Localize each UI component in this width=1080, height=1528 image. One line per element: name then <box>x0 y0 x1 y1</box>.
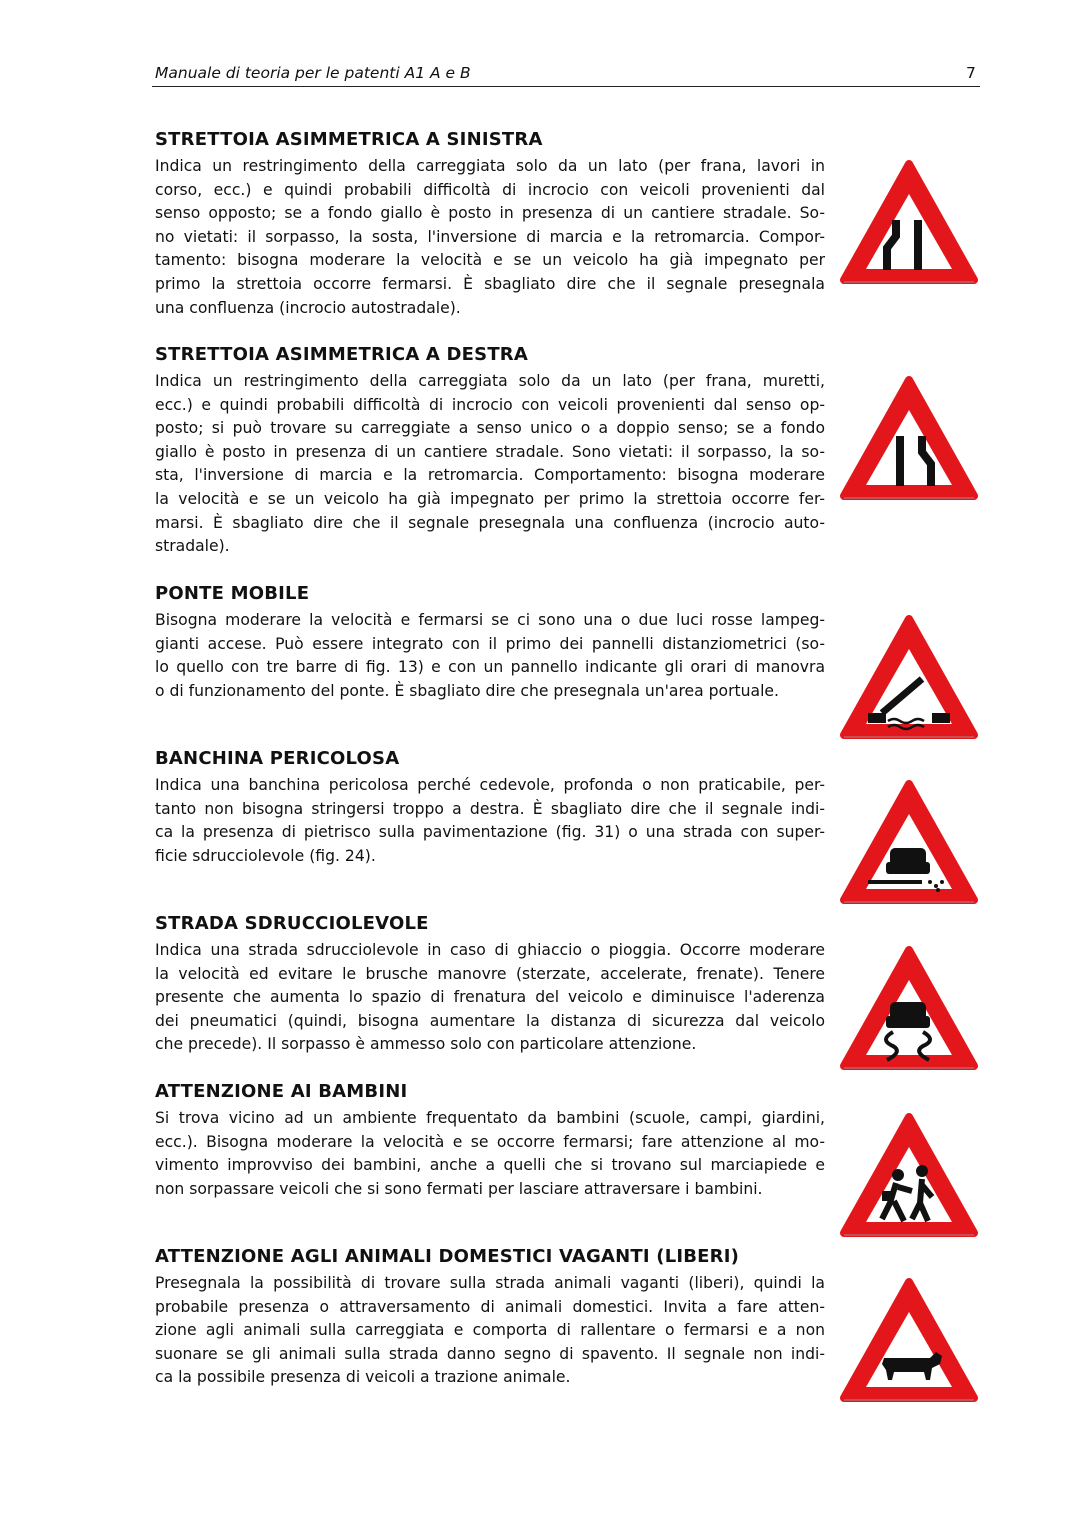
body-text-line: stradale). <box>155 537 230 556</box>
body-text-line: vimento improvviso dei bambini, anche a quelli che si trovano sul marciapiede e <box>155 1156 825 1175</box>
body-text-line: senso opposto; se a fondo giallo è posto in presenza di un cantiere stradale. So- <box>155 204 825 223</box>
section-title: ATTENZIONE AGLI ANIMALI DOMESTICI VAGANTI (LIBERI) <box>155 1246 740 1267</box>
body-text-line: suonare se gli animali sulla strada danno segno di spavento. Il segnale non indi- <box>155 1344 825 1363</box>
narrowing-right-sign-icon <box>838 374 980 504</box>
slippery-road-sign-icon <box>838 944 980 1074</box>
body-text-line: ca la possibile presenza di veicoli a trazione animale. <box>155 1368 571 1387</box>
domestic-animals-sign-icon <box>838 1276 980 1406</box>
section-2 <box>155 343 825 559</box>
body-text-line: marsi. È sbagliato dire che il segnale presegnala una confluenza (incrocio auto- <box>155 513 825 532</box>
body-text-line: Bisogna moderare la velocità e fermarsi se ci sono una o due luci rosse lampeg- <box>155 611 825 629</box>
body-text-line: o di funzionamento del ponte. È sbagliato dire che presegnala un'area portuale. <box>155 681 779 700</box>
body-text-line: sta, l'inversione di marcia e la retromarcia. Comportamento: bisogna moderare <box>155 466 825 485</box>
body-text-line: primo la strettoia occorre fermarsi. È sbagliato dire che il segnale presegnala <box>155 274 825 293</box>
section-title: STRETTOIA ASIMMETRICA A DESTRA <box>155 344 528 365</box>
section-1 <box>155 128 825 320</box>
dangerous-shoulder-sign-icon <box>838 778 980 908</box>
body-text-line: presente che aumenta lo spazio di frenatura del veicolo e diminuisce l'aderenza <box>155 988 825 1007</box>
body-text-line: Indica una strada sdrucciolevole in caso di ghiaccio o pioggia. Occorre moderare <box>155 941 825 959</box>
body-text-line: lo quello con tre barre di fig. 13) e con un pannello indicante gli orari di manovra <box>155 658 825 677</box>
section-5 <box>155 912 825 1057</box>
section-title: BANCHINA PERICOLOSA <box>155 748 400 769</box>
body-text-line: zione agli animali sulla carreggiata e comporta di rallentare o fermarsi e a non <box>155 1321 825 1340</box>
body-text-line: ecc.) e quindi probabili difficoltà di incrocio con veicoli provenienti dal senso op- <box>155 395 825 414</box>
body-text-line: dei pneumatici (quindi, bisogna aumentare la distanza di sicurezza dal veicolo <box>155 1011 825 1030</box>
section-7 <box>155 1245 825 1390</box>
movable-bridge-sign-icon <box>838 613 980 743</box>
header-rule <box>152 86 980 87</box>
body-text-line: gianti accese. Può essere integrato con il primo dei pannelli distanziometrici (so- <box>155 634 825 653</box>
body-text-line: la velocità ed evitare le brusche manovre (sterzate, accelerate, frenate). Tenere <box>155 964 825 983</box>
section-title: STRADA SDRUCCIOLEVOLE <box>155 913 429 934</box>
body-text-line: Si trova vicino ad un ambiente frequentato da bambini (scuole, campi, giardini, <box>155 1109 825 1127</box>
body-text-line: Indica un restringimento della carreggiata solo da un lato (per frana, muretti, <box>155 372 825 390</box>
body-text-line: tanto non bisogna stringersi troppo a destra. È sbagliato dire che il segnale indi- <box>155 799 825 818</box>
body-text-line: che precede). Il sorpasso è ammesso solo con particolare attenzione. <box>155 1035 697 1054</box>
body-text-line: posto; si può trovare su carreggiate a senso unico o a doppio senso; se a fondo <box>155 419 825 438</box>
section-3 <box>155 582 825 703</box>
body-text-line: una confluenza (incrocio autostradale). <box>155 298 461 317</box>
body-text-line: no vietati: il sorpasso, la sosta, l'inversione di marcia e la retromarcia. Compor- <box>155 227 825 246</box>
section-title: STRETTOIA ASIMMETRICA A SINISTRA <box>155 129 543 150</box>
body-text-line: Indica una banchina pericolosa perché cedevole, profonda o non praticabile, per- <box>155 776 825 794</box>
running-header: Manuale di teoria per le patenti A1 A e B <box>155 64 471 82</box>
body-text-line: probabile presenza o attraversamento di animali domestici. Invita a fare atten- <box>155 1297 825 1316</box>
body-text-line: giallo è posto in presenza di un cantiere stradale. Sono vietati: il sorpasso, la so- <box>155 442 825 461</box>
body-text-line: ecc.). Bisogna moderare la velocità e se occorre fermarsi; fare attenzione al mo- <box>155 1132 825 1151</box>
section-title: PONTE MOBILE <box>155 583 310 604</box>
body-text-line: Presegnala la possibilità di trovare sulla strada animali vaganti (liberi), quindi la <box>155 1274 825 1292</box>
section-6 <box>155 1080 825 1201</box>
body-text-line: ficie sdrucciolevole (fig. 24). <box>155 846 376 865</box>
body-text-line: la velocità e se un veicolo ha già impegnato per primo la strettoia occorre fer- <box>155 489 825 508</box>
page-number: 7 <box>966 64 976 82</box>
section-title: ATTENZIONE AI BAMBINI <box>155 1081 408 1102</box>
body-text-line: Indica un restringimento della carreggiata solo da un lato (per frana, lavori in <box>155 157 825 175</box>
body-text-line: corso, ecc.) e quindi probabili difficoltà di incrocio con veicoli provenienti dal <box>155 180 825 199</box>
body-text-line: non sorpassare veicoli che si sono fermati per lasciare attraversare i bambini. <box>155 1179 763 1198</box>
body-text-line: ca la presenza di pietrisco sulla pavimentazione (fig. 31) o una strada con super- <box>155 823 825 842</box>
body-text-line: tamento: bisogna moderare la velocità e se un veicolo ha già impegnato per <box>155 251 825 270</box>
children-sign-icon <box>838 1111 980 1241</box>
section-4 <box>155 747 825 868</box>
narrowing-left-sign-icon <box>838 158 980 288</box>
